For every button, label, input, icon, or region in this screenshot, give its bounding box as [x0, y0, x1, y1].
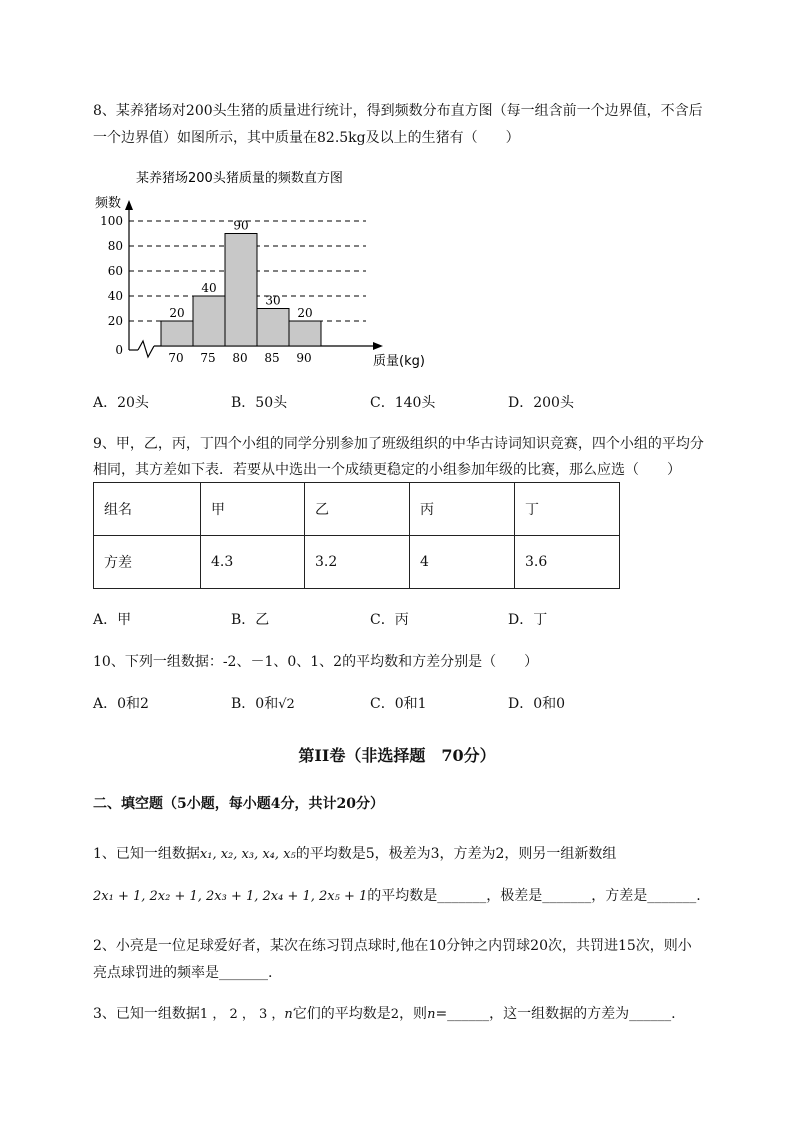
q10-option-b[interactable]: [231, 693, 295, 713]
y-tick-label: 100: [100, 214, 123, 228]
section-title: 第II卷（非选择题 70分）: [298, 746, 496, 765]
q9-option-d[interactable]: D．丁: [508, 612, 548, 628]
q9-option-b[interactable]: B．乙: [231, 612, 270, 628]
q9-text-line1: 9、甲，乙，丙，丁四个小组的同学分别参加了班级组织的中华古诗词知识竞赛，四个小组的平均分: [93, 436, 704, 452]
fill3-prefix: 3、已知一组数据: [93, 1006, 200, 1022]
q8-option-b[interactable]: B．50头: [231, 395, 288, 411]
q10-option-c[interactable]: C．0和1: [370, 696, 427, 712]
fill3-rest-a: ，则: [399, 1006, 428, 1022]
fill1-blanks[interactable]: 的平均数是_______，极差是_______，方差是_______.: [367, 888, 701, 904]
table-cell: 甲: [201, 483, 305, 536]
q9-option-c[interactable]: C．丙: [370, 612, 409, 628]
x-tick-label: 85: [264, 351, 280, 365]
histogram-bar: [289, 321, 321, 346]
table-cell: 3.2: [305, 536, 410, 589]
q8-text-line1: 8、某养猪场对200头生猪的质量进行统计，得到频数分布直方图（每一组含前一个边界值，不含后: [93, 103, 703, 119]
q9-text-line2: 相同，其方差如下表．若要从中选出一个成绩更稳定的小组参加年级的比赛，那么应选（ ）: [93, 462, 681, 478]
q10-option-b-label: B．0和: [231, 696, 279, 712]
table-cell: 4.3: [201, 536, 305, 589]
q10-option-a[interactable]: A．0和2: [93, 696, 149, 712]
histogram-chart: [88, 160, 448, 375]
bar-value-label: 90: [233, 218, 249, 233]
x-axis-break-icon: [138, 341, 154, 357]
fill3-nums: 1 ， 2 ， 3 ，: [199, 1007, 285, 1022]
y-tick-label: 40: [107, 289, 123, 303]
fill1-suffix: 的平均数是5，极差为3，方差为2，则另一组新数组: [295, 846, 617, 862]
bar-value-label: 30: [265, 293, 281, 308]
bar-value-label: 20: [169, 306, 185, 320]
fill3-var-n: n: [284, 1007, 293, 1022]
fill2-line2[interactable]: 亮点球罚进的频率是_______.: [93, 965, 273, 981]
y-tick-label: 60: [107, 264, 123, 278]
table-cell: 组名: [94, 483, 201, 536]
fill2-line1: 2、小亮是一位足球爱好者，某次在练习罚点球时,他在10分钟之内罚球20次，共罚进15次，则小: [93, 938, 692, 954]
x-tick-label: 75: [200, 351, 216, 365]
bar-value-label: 20: [297, 306, 313, 320]
q9-option-a[interactable]: A．甲: [93, 612, 132, 628]
histogram-bar: [193, 296, 225, 346]
chart-ylabel: 频数: [95, 196, 122, 211]
sqrt-expression: √2: [278, 697, 295, 712]
fill3-rest-b[interactable]: =______，这一组数据的方差为______.: [435, 1006, 676, 1022]
y-tick-label: 80: [107, 239, 123, 253]
table-cell: 3.6: [515, 536, 620, 589]
table-cell: 方差: [94, 536, 201, 589]
fill1-line1: [93, 843, 616, 863]
y-axis-arrow: [125, 200, 133, 210]
fill1-prefix: 1、已知一组数据: [93, 846, 200, 862]
chart-xlabel: 质量(kg): [373, 354, 425, 369]
fill3-var-n-2: n: [427, 1007, 436, 1022]
y-tick-label: 0: [115, 343, 123, 357]
x-axis-arrow: [373, 342, 383, 350]
fill3-mid: 它们的平均数是: [292, 1006, 391, 1022]
table-cell: 乙: [305, 483, 410, 536]
table-cell: 丙: [410, 483, 515, 536]
chart-title: 某养猪场200头猪质量的频数直方图: [136, 171, 343, 186]
q10-text: 10、下列一组数据：-2、－1、0、1、2的平均数和方差分别是（ ）: [93, 654, 539, 670]
table-row: [94, 536, 620, 589]
table-row: [94, 483, 620, 536]
fill1-data-vars: x₁, x₂, x₃, x₄, x₅: [199, 847, 296, 862]
histogram-bar: [225, 234, 257, 347]
fill1-line2: [93, 885, 701, 905]
fill3-avg: 2: [390, 1007, 400, 1022]
section-heading: 二、填空题（5小题，每小题4分，共计20分）: [93, 796, 384, 812]
table-cell: 丁: [515, 483, 620, 536]
histogram-bar: [257, 309, 289, 347]
q8-option-a[interactable]: A．20头: [93, 395, 149, 411]
variance-table: [93, 482, 620, 589]
histogram-bar: [161, 321, 193, 346]
x-tick-label: 70: [168, 351, 184, 365]
q8-option-d[interactable]: D．200头: [508, 395, 574, 411]
table-cell: 4: [410, 536, 515, 589]
bar-value-label: 40: [201, 281, 217, 295]
fill3-line: [93, 1003, 676, 1023]
x-tick-label: 80: [232, 351, 248, 365]
q10-option-d[interactable]: D．0和0: [508, 696, 566, 712]
q8-option-c[interactable]: C．140头: [370, 395, 436, 411]
q8-text-line2: 一个边界值）如图所示，其中质量在82.5kg及以上的生猪有（ ）: [93, 130, 520, 146]
fill1-expression: 2x₁ + 1, 2x₂ + 1, 2x₃ + 1, 2x₄ + 1, 2x₅ + 1: [93, 889, 368, 904]
y-tick-label: 20: [107, 314, 123, 328]
x-tick-label: 90: [296, 351, 312, 365]
